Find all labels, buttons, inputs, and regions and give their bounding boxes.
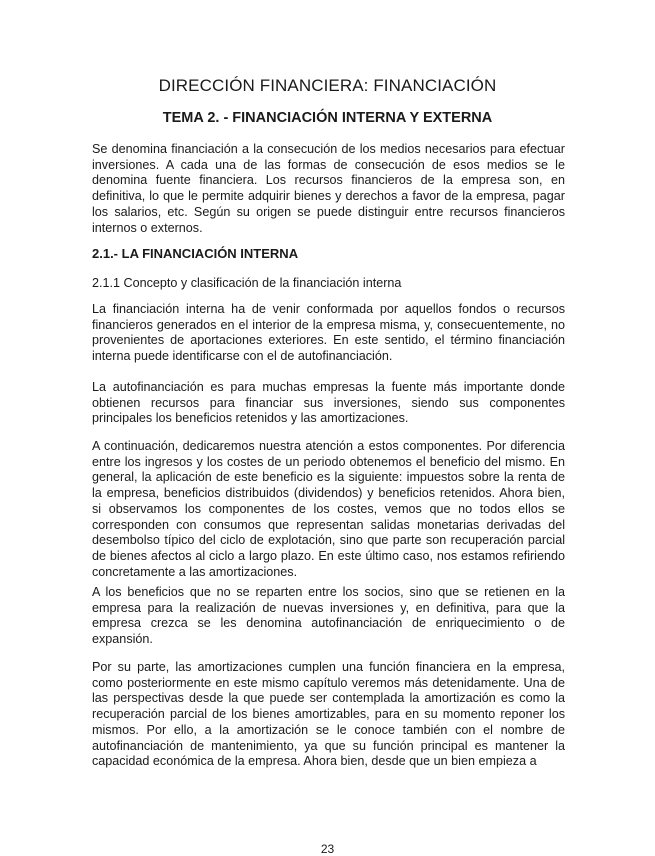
body-paragraph: Por su parte, las amortizaciones cumplen una función financiera en la empresa, como posteriormente en este mismo capítulo veremos más detenidamente. Una de las perspectivas desde la que puede ser contemplada la amortización es como la recuperación parcial de los bienes amortizables, para en su momento reponer los mismos. Por ello, a la amortización se le conoce también con el nombre de autofinanciación de mantenimiento, ya que su función principal es mantener la capacidad económica de la empresa. Ahora bien, desde que un bien empieza a xyxy=(92,660,565,769)
section-heading: 2.1.- LA FINANCIACIÓN INTERNA xyxy=(92,246,299,261)
body-paragraph: La autofinanciación es para muchas empresas la fuente más importante donde obtienen recursos para financiar sus inversiones, siendo sus componentes principales los beneficios retenidos y las amortizaciones. xyxy=(92,380,565,426)
body-paragraph: A continuación, dedicaremos nuestra atención a estos componentes. Por diferencia entre los ingresos y los costes de un periodo obtenemos el beneficio del mismo. En general, la aplicación de este beneficio es la siguiente: impuestos sobre la renta de la empresa, beneficios distribuidos (dividendos) y beneficios retenidos. Ahora bien, si observamos los componentes de los costes, vemos que no todos ellos se corresponden con consumos que representan salidas monetarias derivadas del desembolso típico del ciclo de explotación, sino que parte son recuperación parcial de bienes afectos al ciclo a largo plazo. En este último caso, nos estamos refiriendo concretamente a las amortizaciones. xyxy=(92,439,565,579)
subsection-heading: 2.1.1 Concepto y clasificación de la financiación interna xyxy=(92,276,402,290)
body-paragraph: La financiación interna ha de venir conformada por aquellos fondos o recursos financieros generados en el interior de la empresa misma, y, consecuentemente, no provenientes de aportaciones exteriores. En este sentido, el término financiación interna puede identificarse con el de autofinanciación. xyxy=(92,302,565,364)
intro-paragraph: Se denomina financiación a la consecución de los medios necesarios para efectuar inversiones. A cada una de las formas de consecución de esos medios se le denomina fuente financiera. Los recursos financieros de la empresa son, en definitiva, lo que le permite adquirir bienes y derechos a favor de la empresa, pagar los salarios, etc. Según su origen se puede distinguir entre recursos financieros internos o externos. xyxy=(92,142,565,235)
chapter-title: TEMA 2. - FINANCIACIÓN INTERNA Y EXTERNA xyxy=(162,110,493,126)
document-title: DIRECCIÓN FINANCIERA: FINANCIACIÓN xyxy=(158,76,497,95)
page-number: 23 xyxy=(320,842,335,856)
body-paragraph: A los beneficios que no se reparten entre los socios, sino que se retienen en la empresa para la realización de nuevas inversiones y, en definitiva, para que la empresa crezca se les denomina autofinanciación de enriquecimiento o de expansión. xyxy=(92,585,565,647)
